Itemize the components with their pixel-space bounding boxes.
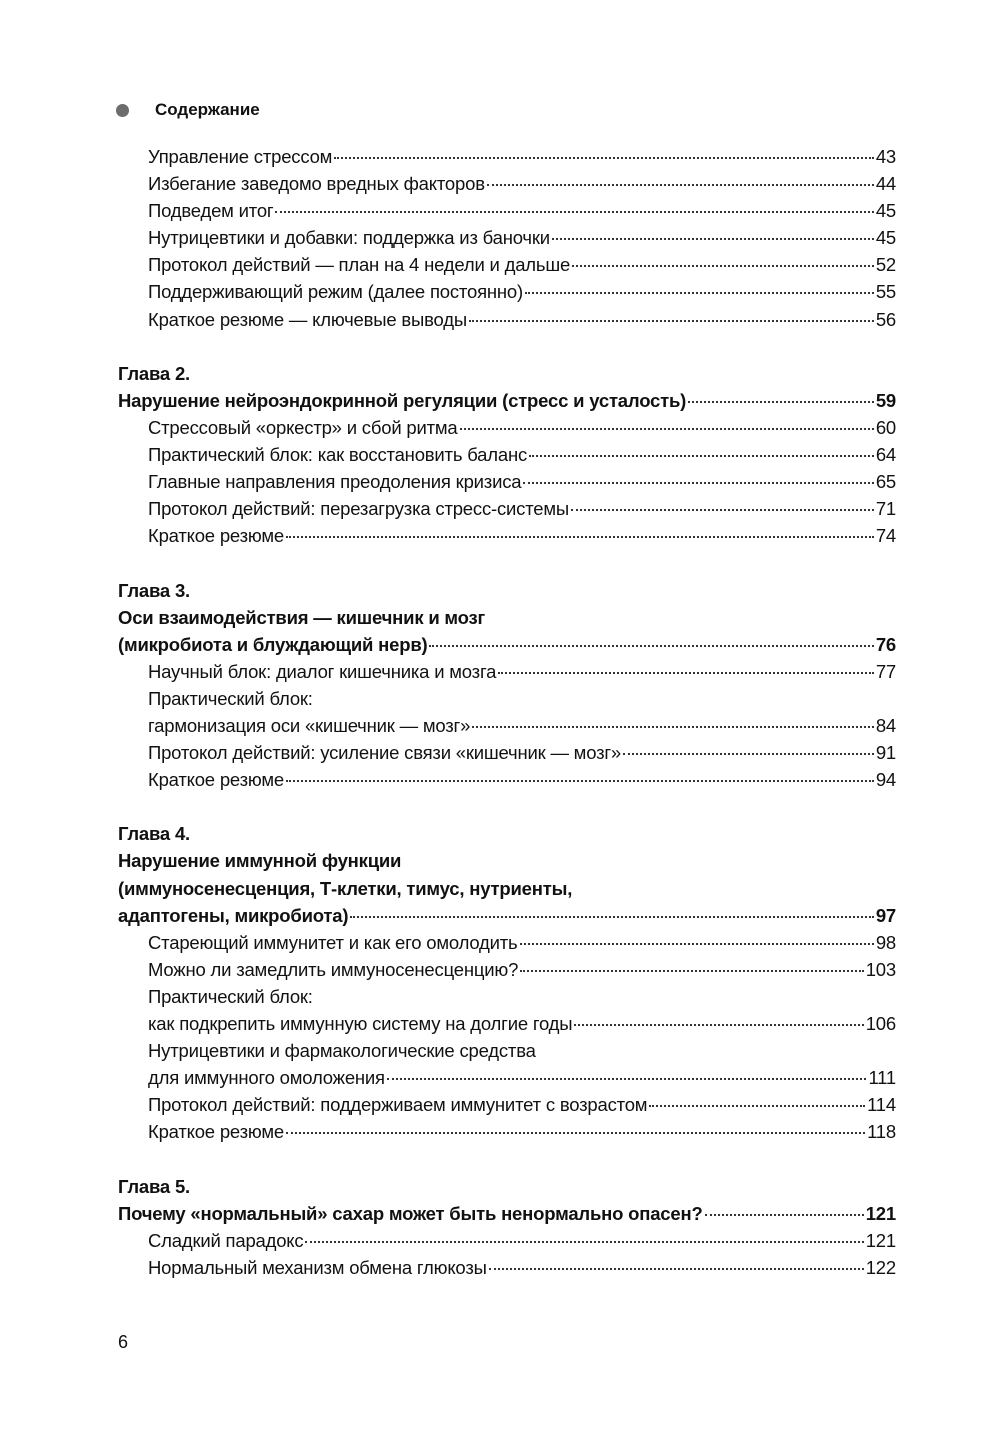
chapter-title-text: (микробиота и блуждающий нерв) <box>118 633 428 655</box>
dot-leader <box>574 1024 863 1026</box>
entry-title: Протокол действий: усиление связи «кишечник — мозг» <box>148 742 622 764</box>
chapter-title[interactable] <box>118 387 896 414</box>
chapter-number: Глава 5. <box>118 1175 190 1197</box>
page-ref: 55 <box>875 281 896 303</box>
page-ref: 44 <box>875 173 896 195</box>
toc-block <box>118 820 896 1145</box>
toc-block <box>118 577 896 794</box>
toc-entry[interactable] <box>118 1118 896 1145</box>
page-ref: 84 <box>875 714 896 736</box>
page-ref: 118 <box>867 1121 896 1143</box>
page-ref: 45 <box>875 227 896 249</box>
toc-block <box>118 360 896 550</box>
dot-leader <box>520 970 864 972</box>
chapter-number: Глава 3. <box>118 579 190 601</box>
toc-entry[interactable] <box>118 1254 896 1281</box>
toc-entry[interactable] <box>118 929 896 956</box>
page-ref: 98 <box>875 931 896 953</box>
chapter-number: Глава 4. <box>118 823 190 845</box>
toc-entry[interactable] <box>118 224 896 251</box>
dot-leader <box>705 1214 864 1216</box>
page-ref: 52 <box>875 254 896 276</box>
dot-leader <box>429 645 873 647</box>
toc-entry[interactable] <box>118 170 896 197</box>
entry-title: как подкрепить иммунную систему на долгие годы <box>148 1013 573 1034</box>
chapter-title-text: (иммуносенесценция, Т-клетки, тимус, нутриенты, <box>118 877 573 899</box>
page-ref: 60 <box>875 416 896 438</box>
page-ref: 64 <box>875 444 896 466</box>
toc-block <box>118 143 896 333</box>
toc-entry[interactable] <box>118 143 896 170</box>
chapter-label <box>118 360 896 387</box>
dot-leader <box>350 916 873 918</box>
entry-title: Краткое резюме <box>148 1121 284 1143</box>
dot-leader <box>387 1078 867 1080</box>
toc-block <box>118 1173 896 1281</box>
dot-leader <box>469 320 874 322</box>
entry-title: Стареющий иммунитет и как его омолодить <box>148 931 518 953</box>
chapter-title <box>118 875 896 902</box>
header-title: Содержание <box>155 100 260 119</box>
entry-title: Подведем итог <box>148 200 274 222</box>
page-ref: 56 <box>875 308 896 330</box>
page-ref: 91 <box>875 742 896 764</box>
toc-entry[interactable] <box>118 441 896 468</box>
page-ref: 76 <box>875 633 896 655</box>
entry-title: Протокол действий: поддерживаем иммунитет с возрастом <box>148 1094 648 1116</box>
toc-entry[interactable] <box>118 522 896 549</box>
dot-leader <box>520 943 874 945</box>
page-ref: 77 <box>875 660 896 682</box>
toc-entry[interactable] <box>118 1010 896 1037</box>
bullet-icon <box>116 104 129 117</box>
chapter-title-text: Почему «нормальный» сахар может быть ненормально опасен? <box>118 1202 703 1224</box>
toc-entry[interactable] <box>118 956 896 983</box>
page-number: 6 <box>118 1332 129 1352</box>
toc-entry[interactable] <box>118 1064 896 1091</box>
dot-leader <box>334 157 874 159</box>
chapter-title <box>118 847 896 874</box>
toc-entry[interactable] <box>118 712 896 739</box>
page-ref: 122 <box>865 1256 896 1278</box>
chapter-title-text: Нарушение нейроэндокринной регуляции (стресс и усталость) <box>118 389 687 411</box>
dot-leader <box>460 428 874 430</box>
toc-entry[interactable] <box>118 468 896 495</box>
dot-leader <box>286 780 874 782</box>
dot-leader <box>498 672 874 674</box>
page-ref: 59 <box>875 389 896 411</box>
toc-entry[interactable] <box>118 251 896 278</box>
entry-title: Поддерживающий режим (далее постоянно) <box>148 281 523 303</box>
page-ref: 43 <box>875 146 896 167</box>
page-ref: 74 <box>875 525 896 547</box>
toc-entry[interactable] <box>118 739 896 766</box>
dot-leader <box>529 455 874 457</box>
entry-title: Протокол действий: перезагрузка стресс-системы <box>148 498 569 520</box>
toc-entry[interactable] <box>118 495 896 522</box>
chapter-title-text: Оси взаимодействия — кишечник и мозг <box>118 606 486 628</box>
page-ref: 103 <box>865 958 896 980</box>
chapter-title-text: адаптогены, микробиота) <box>118 904 349 926</box>
toc-entry[interactable] <box>118 766 896 793</box>
chapter-title[interactable] <box>118 902 896 929</box>
toc-entry[interactable] <box>118 306 896 333</box>
dot-leader <box>472 726 874 728</box>
chapter-title <box>118 604 896 631</box>
toc-entry <box>118 1037 896 1064</box>
toc-entry[interactable] <box>118 414 896 441</box>
entry-title: Управление стрессом <box>148 146 333 167</box>
dot-leader <box>572 265 874 267</box>
toc-entry <box>118 983 896 1010</box>
entry-title: гармонизация оси «кишечник — мозг» <box>148 714 471 736</box>
entry-title: Краткое резюме <box>148 769 284 791</box>
chapter-title[interactable] <box>118 631 896 658</box>
chapter-title[interactable] <box>118 1200 896 1227</box>
running-header <box>116 100 260 120</box>
page-ref: 111 <box>868 1067 896 1089</box>
dot-leader <box>275 211 873 213</box>
entry-title: Можно ли замедлить иммуносенесценцию? <box>148 958 519 980</box>
entry-title: Практический блок: <box>148 687 313 709</box>
toc-entry[interactable] <box>118 658 896 685</box>
page-ref: 97 <box>875 904 896 926</box>
page-ref: 106 <box>865 1013 896 1034</box>
entry-title: Практический блок: как восстановить баланс <box>148 444 528 466</box>
chapter-label <box>118 1173 896 1200</box>
page-ref: 45 <box>875 200 896 222</box>
entry-title: Краткое резюме — ключевые выводы <box>148 308 467 330</box>
page-ref: 121 <box>865 1229 896 1251</box>
entry-title: Краткое резюме <box>148 525 284 547</box>
entry-title: Стрессовый «оркестр» и сбой ритма <box>148 416 458 438</box>
toc-entry[interactable] <box>118 197 896 224</box>
dot-leader <box>489 1268 864 1270</box>
entry-title: Нормальный механизм обмена глюкозы <box>148 1256 487 1278</box>
entry-title: Научный блок: диалог кишечника и мозга <box>148 660 497 682</box>
dot-leader <box>487 184 874 186</box>
dot-leader <box>571 509 874 511</box>
toc-entry[interactable] <box>118 278 896 305</box>
page-ref: 94 <box>875 769 896 791</box>
page-ref: 65 <box>875 471 896 493</box>
dot-leader <box>623 753 874 755</box>
entry-title: Главные направления преодоления кризиса <box>148 471 522 493</box>
entry-title: Нутрицевтики и добавки: поддержка из баночки <box>148 227 550 249</box>
page-ref: 71 <box>875 498 896 520</box>
dot-leader <box>286 1132 865 1134</box>
dot-leader <box>523 482 873 484</box>
entry-title: Избегание заведомо вредных факторов <box>148 173 485 195</box>
dot-leader <box>688 401 874 403</box>
entry-title: Сладкий парадокс <box>148 1229 304 1251</box>
dot-leader <box>286 536 874 538</box>
toc-entry[interactable] <box>118 1091 896 1118</box>
table-of-contents <box>118 143 896 1281</box>
chapter-title-text: Нарушение иммунной функции <box>118 850 402 872</box>
entry-title: для иммунного омоложения <box>148 1067 385 1089</box>
toc-entry <box>118 685 896 712</box>
chapter-number: Глава 2. <box>118 362 190 384</box>
dot-leader <box>305 1241 863 1243</box>
chapter-label <box>118 577 896 604</box>
page-ref: 121 <box>865 1202 896 1224</box>
chapter-label <box>118 820 896 847</box>
dot-leader <box>525 292 874 294</box>
entry-title: Нутрицевтики и фармакологические средства <box>148 1040 536 1062</box>
toc-entry[interactable] <box>118 1227 896 1254</box>
page-ref: 114 <box>867 1094 896 1116</box>
entry-title: Практический блок: <box>148 985 313 1007</box>
dot-leader <box>552 238 874 240</box>
entry-title: Протокол действий — план на 4 недели и дальше <box>148 254 571 276</box>
dot-leader <box>649 1105 865 1107</box>
